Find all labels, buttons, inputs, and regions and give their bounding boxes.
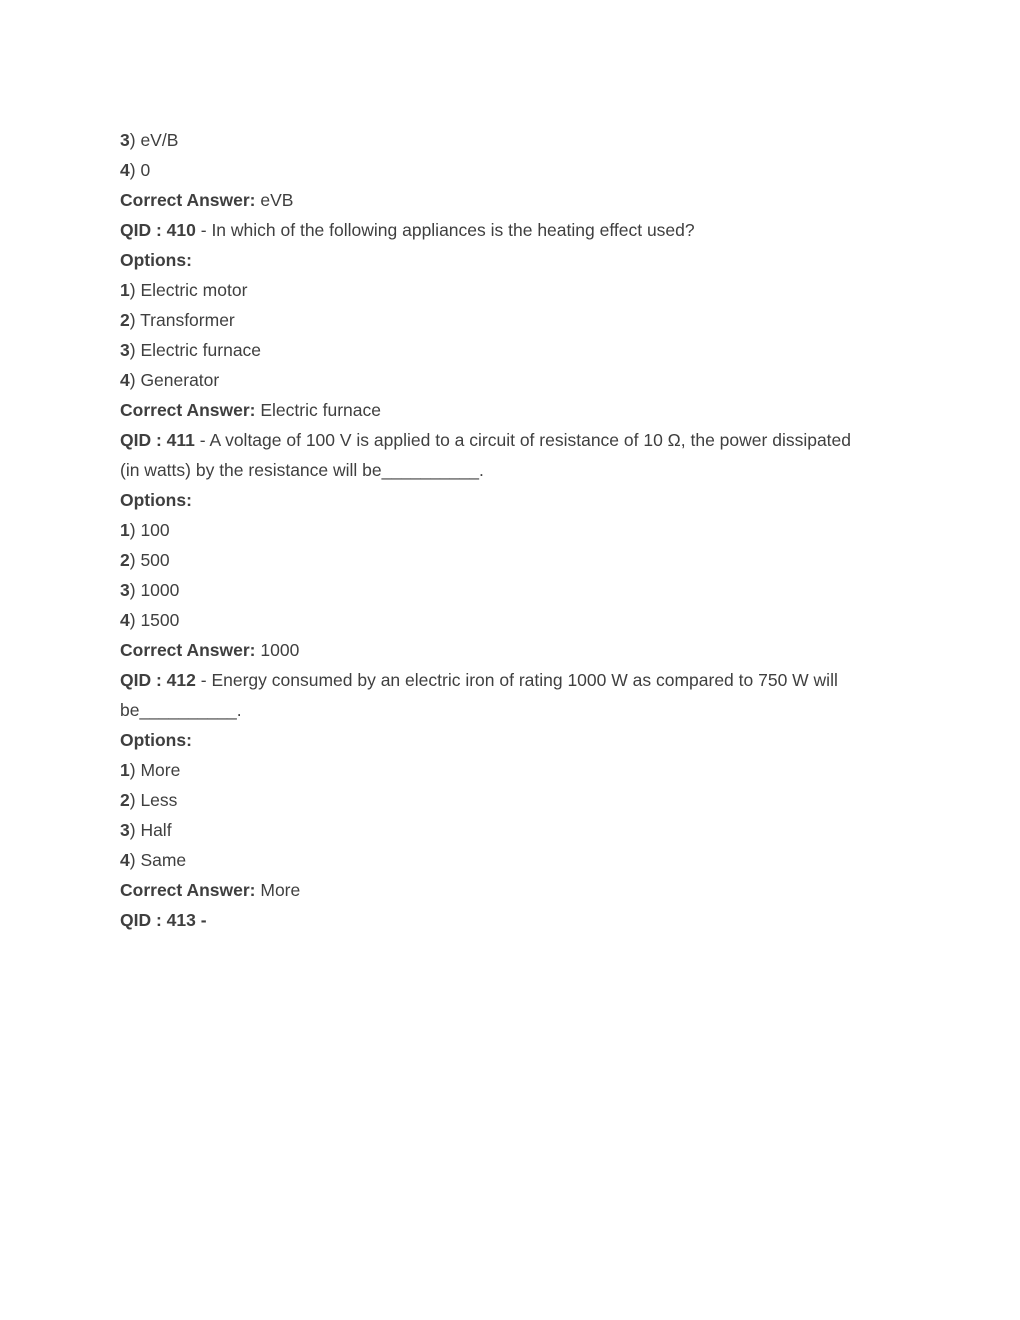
option-line: 4) 0 xyxy=(120,160,151,180)
option-line: 3) 1000 xyxy=(120,580,180,600)
correct-answer-label: Correct Answer: xyxy=(120,400,256,420)
question-text: A voltage of 100 V is applied to a circuit of resistance of 10 Ω, the power dissipated xyxy=(209,430,852,450)
correct-answer-value: 1000 xyxy=(260,640,300,660)
option-number: 1 xyxy=(120,280,130,300)
correct-answer-label: Correct Answer: xyxy=(120,190,256,210)
qid-separator: - xyxy=(195,220,212,240)
option-number: 3 xyxy=(120,340,130,360)
option-line: 1) Electric motor xyxy=(120,280,248,300)
correct-answer-line xyxy=(120,875,900,905)
options-label: Options: xyxy=(120,250,192,270)
option-number: 4 xyxy=(120,160,130,180)
qid-separator: - xyxy=(194,430,210,450)
option-line: 3) Half xyxy=(120,820,172,840)
qid-label: QID : 413 - xyxy=(120,910,207,930)
correct-answer-value: Electric furnace xyxy=(260,400,381,420)
option-line: 4) Generator xyxy=(120,370,220,390)
qid-separator: - xyxy=(195,670,212,690)
option-text: Generator xyxy=(140,370,220,390)
option-number: 2 xyxy=(120,790,130,810)
option-text: 1500 xyxy=(140,610,180,630)
option-text: 1000 xyxy=(140,580,180,600)
document-page xyxy=(120,125,900,935)
correct-answer-value: More xyxy=(260,880,301,900)
correct-answer-line xyxy=(120,635,900,665)
option-line: 2) Transformer xyxy=(120,310,235,330)
options-label: Options: xyxy=(120,730,192,750)
qid-label: QID : 410 xyxy=(120,220,196,240)
question-line xyxy=(120,425,900,455)
option-line: 1) 100 xyxy=(120,520,170,540)
option-line: 4) 1500 xyxy=(120,610,180,630)
option-text: Same xyxy=(140,850,187,870)
option-number: 3 xyxy=(120,580,130,600)
option-text: Half xyxy=(140,820,172,840)
option-text: Electric motor xyxy=(140,280,248,300)
question-line xyxy=(120,905,900,935)
option-text: Transformer xyxy=(140,310,235,330)
option-number: 3 xyxy=(120,130,130,150)
option-line: 1) More xyxy=(120,760,181,780)
option-text: More xyxy=(140,760,181,780)
correct-answer-line xyxy=(120,395,900,425)
question-text-continued: be__________. xyxy=(120,700,242,720)
option-number: 4 xyxy=(120,370,130,390)
qid-label: QID : 411 xyxy=(120,430,195,450)
qid-label: QID : 412 xyxy=(120,670,196,690)
option-line: 2) Less xyxy=(120,790,178,810)
correct-answer-value: eVB xyxy=(260,190,294,210)
option-line: 3) eV/B xyxy=(120,130,179,150)
question-text: In which of the following appliances is the heating effect used? xyxy=(211,220,695,240)
correct-answer-label: Correct Answer: xyxy=(120,640,256,660)
option-number: 4 xyxy=(120,610,130,630)
option-text: 0 xyxy=(140,160,151,180)
option-text: 500 xyxy=(140,550,170,570)
option-line: 2) 500 xyxy=(120,550,170,570)
options-label: Options: xyxy=(120,490,192,510)
option-number: 2 xyxy=(120,550,130,570)
option-text: 100 xyxy=(140,520,170,540)
option-text: eV/B xyxy=(140,130,179,150)
option-number: 1 xyxy=(120,520,130,540)
option-line: 3) Electric furnace xyxy=(120,340,262,360)
question-text-continued: (in watts) by the resistance will be__________. xyxy=(120,460,484,480)
option-text: Less xyxy=(140,790,178,810)
question-text: Energy consumed by an electric iron of rating 1000 W as compared to 750 W will xyxy=(211,670,838,690)
option-number: 4 xyxy=(120,850,130,870)
option-number: 1 xyxy=(120,760,130,780)
question-line xyxy=(120,215,900,245)
option-text: Electric furnace xyxy=(140,340,262,360)
option-number: 2 xyxy=(120,310,130,330)
correct-answer-label: Correct Answer: xyxy=(120,880,256,900)
option-line: 4) Same xyxy=(120,850,187,870)
question-line xyxy=(120,665,900,695)
correct-answer-line xyxy=(120,185,900,215)
option-number: 3 xyxy=(120,820,130,840)
